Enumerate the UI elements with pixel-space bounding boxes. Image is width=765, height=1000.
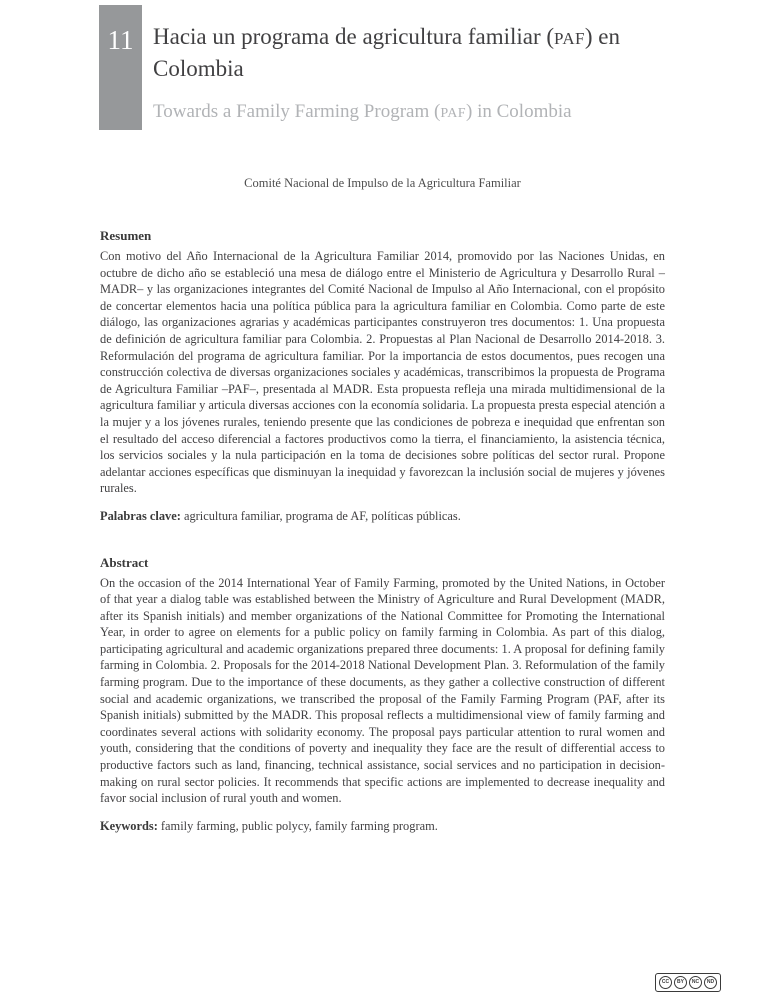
palabras-clave-text: agricultura familiar, programa de AF, políticas públicas. xyxy=(180,508,461,523)
subtitle-text-post: ) in Colombia xyxy=(466,101,572,122)
subtitle-text-pre: Towards a Family Farming Program ( xyxy=(153,101,441,122)
palabras-clave-line xyxy=(100,508,665,525)
cc-by-icon: BY xyxy=(674,976,687,989)
resumen-heading: Resumen xyxy=(100,228,152,243)
title-text-post: ) en Colombia xyxy=(153,24,621,81)
cc-nd-icon: ND xyxy=(704,976,717,989)
keywords-line xyxy=(100,818,665,835)
cc-nc-icon: NC xyxy=(689,976,702,989)
resumen-section xyxy=(100,228,665,525)
cc-icon: CC xyxy=(659,976,672,989)
abstract-heading: Abstract xyxy=(100,554,149,570)
abstract-body: On the occasion of the 2014 International Year of Family Farming, promoted by the United Nations, in October of that year a dialog table was established between the Ministry of Agriculture and Rural Development (MADR, after its Spanish initials) and member organizations of the National Committee for Promoting the International Year, in order to agree on elements for a public policy on family farming in Colombia. As part of this dialog, participating agricultural and academic organizations prepared three documents: 1. A proposal for defining family farming in Colombia. 2. Proposals for the 2014-2018 National Development Plan. 3. Reformulation of the family farming program. Due to the importance of these documents, as they gather a collective construction of different social and academic organizations, we transcribed the proposal of the Family Farming Program (PAF, after its Spanish initials) submitted by the MADR. This proposal reflects a multidimensional view of family farming and coordinates several actions with solidarity economy. The proposal pays particular attention to rural women and youth, considering that the conditions of poverty and inequality they face are the result of differential access to productive factors such as land, financing, technical assistance, social services and no participation in decision-making on rural sector policies. It recommends that specific actions are implemented to decrease inequality and favor social inclusion of rural youth and women. xyxy=(100,575,665,806)
chapter-titles xyxy=(153,22,698,125)
page-content xyxy=(100,228,665,834)
creative-commons-license-badge xyxy=(655,973,721,992)
chapter-title-spanish xyxy=(153,22,698,84)
subtitle-acronym-paf: PAF xyxy=(440,105,467,121)
author-line: Comité Nacional de Impulso de la Agricultura Familiar xyxy=(244,176,521,190)
chapter-number: 11 xyxy=(107,25,134,55)
abstract-section xyxy=(100,555,665,835)
chapter-number-box xyxy=(99,5,142,130)
chapter-title-english xyxy=(153,100,698,125)
keywords-label: Keywords: xyxy=(100,818,158,833)
title-text-pre: Hacia un programa de agricultura familiar ( xyxy=(153,24,555,49)
keywords-text: family farming, public polycy, family farming program. xyxy=(157,818,438,833)
resumen-body: Con motivo del Año Internacional de la Agricultura Familiar 2014, promovido por las Naciones Unidas, en octubre de dicho año se estableció una mesa de diálogo entre el Ministerio de Agricultura y Desarrollo Rural –MADR– y las organizaciones integrantes del Comité Nacional de Impulso al Año Internacional, con el propósito de concertar elementos hacia una política pública para la agricultura familiar en Colombia. Como parte de este diálogo, las organizaciones agrarias y académicas participantes construyeron tres documentos: 1. Una propuesta de definición de agricultura familiar para Colombia. 2. Propuestas al Plan Nacional de Desarrollo 2014-2018. 3. Reformulación del programa de agricultura familiar. Por la importancia de estos documentos, pues recogen una construcción colectiva de diversas organizaciones sociales y académicas, transcribimos la propuesta de Programa de Agricultura Familiar –PAF–, presentada al MADR. Esta propuesta refleja una mirada multidimensional de la agricultura familiar y articula diversas acciones con la economía solidaria. La propuesta presta especial atención a la mujer y a los jóvenes rurales, teniendo presente que las condiciones de pobreza e inequidad que enfrentan son el resultado del acceso diferencial a factores productivos como la tierra, el financiamiento, la asistencia técnica, los servicios sociales y la nula participación en la toma de decisiones sobre políticas del sector rural. Propone adelantar acciones específicas que disminuyan la inequidad y favorezcan la inclusión social de mujeres y jóvenes rurales. xyxy=(100,249,665,496)
palabras-clave-label: Palabras clave: xyxy=(100,508,181,523)
title-acronym-paf: PAF xyxy=(554,29,585,48)
